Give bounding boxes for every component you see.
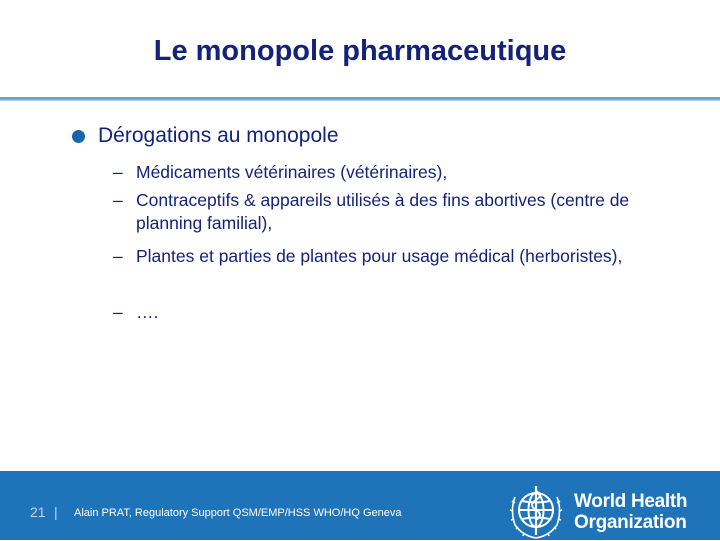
- title-divider: [0, 97, 720, 101]
- dash-marker: –: [113, 302, 123, 322]
- sub-item-ellipsis: [113, 301, 673, 324]
- sub-item-plants: [113, 245, 673, 268]
- slide-title: Le monopole pharmaceutique: [153, 35, 567, 67]
- sub-item-text: Plantes et parties de plantes pour usage médical (herboristes),: [136, 246, 623, 266]
- dash-marker: –: [113, 190, 123, 210]
- who-logo-line1: World Health: [574, 491, 688, 512]
- main-bullet: [72, 121, 339, 151]
- footer-credit: Alain PRAT, Regulatory Support QSM/EMP/HSS WHO/HQ Geneva: [74, 507, 402, 519]
- main-bullet-text: Dérogations au monopole: [98, 124, 339, 147]
- page-separator: |: [54, 504, 58, 520]
- who-emblem-icon: [505, 483, 567, 541]
- sub-item-veterinary: [113, 161, 673, 184]
- page-number: 21: [30, 504, 46, 520]
- footer-bar: [0, 471, 720, 540]
- dash-marker: –: [113, 162, 123, 182]
- sub-item-text: Contraceptifs & appareils utilisés à des fins abortives (centre de planning familial),: [136, 190, 630, 233]
- who-logo-text: [574, 491, 687, 533]
- sub-item-text: Médicaments vétérinaires (vétérinaires),: [136, 162, 448, 182]
- bullet-dot-icon: [72, 130, 85, 143]
- sub-item-text: ….: [136, 302, 159, 322]
- who-logo-line2: Organization: [574, 512, 687, 533]
- sub-item-contraceptives: [113, 189, 673, 235]
- dash-marker: –: [113, 246, 123, 266]
